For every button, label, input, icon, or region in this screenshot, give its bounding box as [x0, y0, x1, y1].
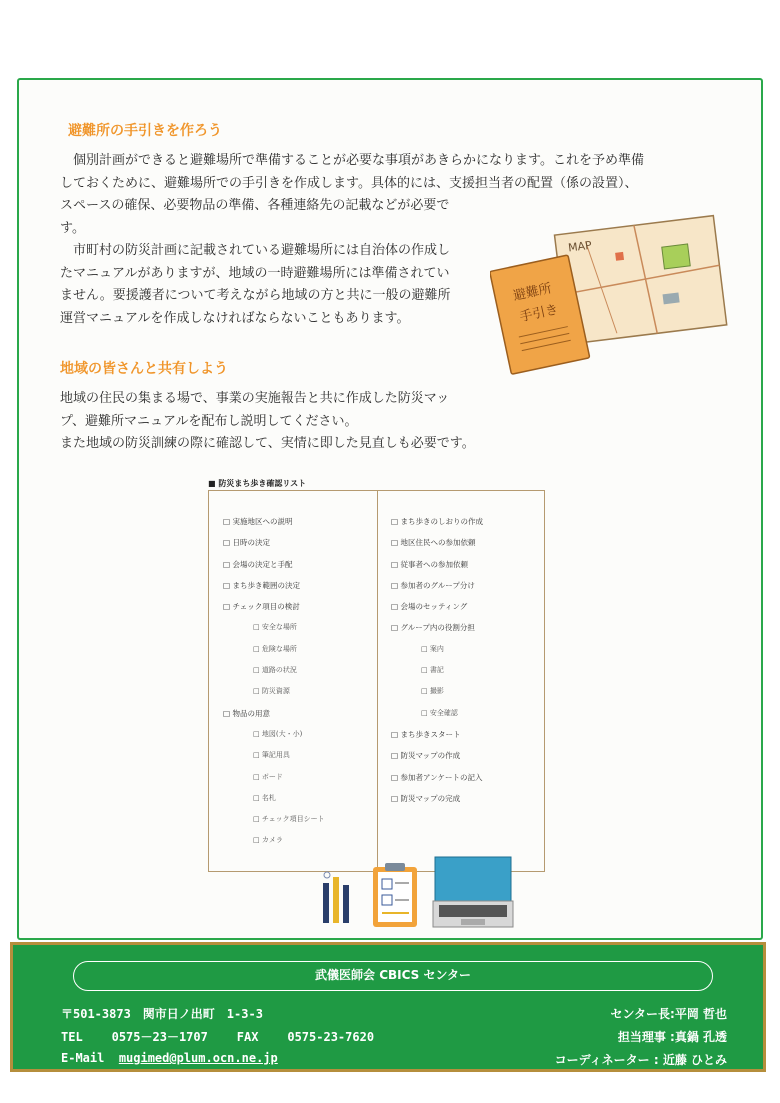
checklist-right-column [391, 511, 483, 809]
checklist-item: □ 参加者のグループ分け [391, 575, 483, 596]
checklist-item: □ チェック項目の検討 [223, 596, 325, 617]
checklist-item: □ まち歩きスタート [391, 724, 483, 745]
footer [10, 942, 766, 1072]
checklist-item: □ 道路の状況 [223, 660, 325, 681]
checklist-item: □ グループ内の役割分担 [391, 617, 483, 638]
checklist-item: □ 安全な場所 [223, 617, 325, 638]
checklist-item: □ 防災資源 [223, 681, 325, 702]
stationery-illustration [315, 855, 515, 930]
checklist-item: □ 防災マップの作成 [391, 745, 483, 766]
email-row [61, 1051, 278, 1065]
checklist-item: □ 撮影 [391, 681, 483, 702]
checklist-box [208, 490, 545, 872]
body-line: プ、避難所マニュアルを配布し説明してください。 [60, 413, 358, 429]
checklist-item: □ 案内 [391, 639, 483, 660]
laptop-icon [433, 857, 513, 927]
pens-icon [323, 872, 349, 923]
map-and-manual-illustration [490, 205, 730, 375]
checklist-item: □ 地図(大・小) [223, 724, 325, 745]
body-line: 地域の住民の集まる場で、事業の実施報告と共に作成した防災マッ [60, 391, 450, 406]
body-line: また地域の防災訓練の際に確認して、実情に即した見直しも必要です。 [60, 436, 475, 451]
checklist-item: □ 会場のセッティング [391, 596, 483, 617]
checklist-item: □ ボード [223, 767, 325, 788]
org-name-banner: 武儀医師会 CBICS センター [73, 961, 713, 991]
manager: 担当理事 :真鍋 孔透 [617, 1030, 727, 1044]
map-label: MAP [567, 238, 593, 255]
tel-number: 0575－23－1707 [111, 1030, 208, 1044]
checklist-item: □ 防災マップの完成 [391, 788, 483, 809]
checklist-item: □ 地区住民への参加依頼 [391, 532, 483, 553]
body-line: たマニュアルがありますが、地域の一時避難場所には準備されてい [60, 265, 450, 281]
checklist-item: □ 筆記用具 [223, 745, 325, 766]
fax-number: 0575-23-7620 [287, 1030, 375, 1044]
body-line: 運営マニュアルを作成しなければならないこともあります。 [60, 310, 410, 326]
address: 〒501-3873 関市日ノ出町 1-3-3 [61, 1007, 263, 1021]
body-line: す。 [60, 220, 85, 236]
checklist-item: □ 会場の決定と手配 [223, 554, 325, 575]
fax-label: FAX [236, 1030, 259, 1044]
section-heading-shelter-manual: 避難所の手引きを作ろう [68, 123, 222, 139]
checklist-item: □ チェック項目シート [223, 809, 325, 830]
checklist-item: □ 参加者アンケートの記入 [391, 767, 483, 788]
coordinator: コーディネーター : 近藤 ひとみ [554, 1053, 727, 1067]
email-label: E-Mail [61, 1051, 105, 1065]
checklist-item: □ まち歩き範囲の決定 [223, 575, 325, 596]
phone-fax-row [61, 1028, 374, 1045]
booklet-title-1: 避難所 [511, 281, 554, 305]
checklist-item: □ 従事者への参加依頼 [391, 554, 483, 575]
checklist-divider [377, 491, 378, 871]
checklist-item: □ まち歩きのしおりの作成 [391, 511, 483, 532]
checklist-left-column [223, 511, 325, 852]
checklist-item: □ 日時の決定 [223, 532, 325, 553]
checklist-item: □ 書記 [391, 660, 483, 681]
body-line: 市町村の防災計画に記載されている避難場所には自治体の作成し [60, 243, 451, 258]
checklist-item: □ 実施地区への説明 [223, 511, 325, 532]
checklist-item: □ カメラ [223, 830, 325, 851]
clipboard-icon [373, 863, 417, 927]
director: センター長:平岡 哲也 [610, 1007, 727, 1021]
checklist-item: □ 物品の用意 [223, 703, 325, 724]
checklist-item: □ 安全確認 [391, 703, 483, 724]
body-line: ません。要援護者について考えながら地域の方と共に一般の避難所 [60, 288, 451, 303]
section2-body [60, 388, 475, 456]
section-heading-share: 地域の皆さんと共有しよう [60, 361, 228, 377]
body-line: しておくために、避難場所での手引きを作成します。具体的には、支援担当者の配置（係の設置）、 [60, 175, 638, 191]
email-link[interactable]: mugimed@plum.ocn.ne.jp [118, 1051, 278, 1065]
body-line: スペースの確保、必要物品の準備、各種連絡先の記載などが必要で [60, 198, 450, 213]
booklet-title-2: 手引き [518, 302, 560, 326]
body-line: 個別計画ができると避難場所で準備することが必要な事項があきらかになります。これを予め準備 [60, 153, 644, 168]
checklist-item: □ 名札 [223, 788, 325, 809]
tel-label: TEL [61, 1030, 83, 1044]
checklist-title: ■ 防災まち歩き確認リスト [208, 479, 307, 488]
checklist-item: □ 危険な場所 [223, 639, 325, 660]
